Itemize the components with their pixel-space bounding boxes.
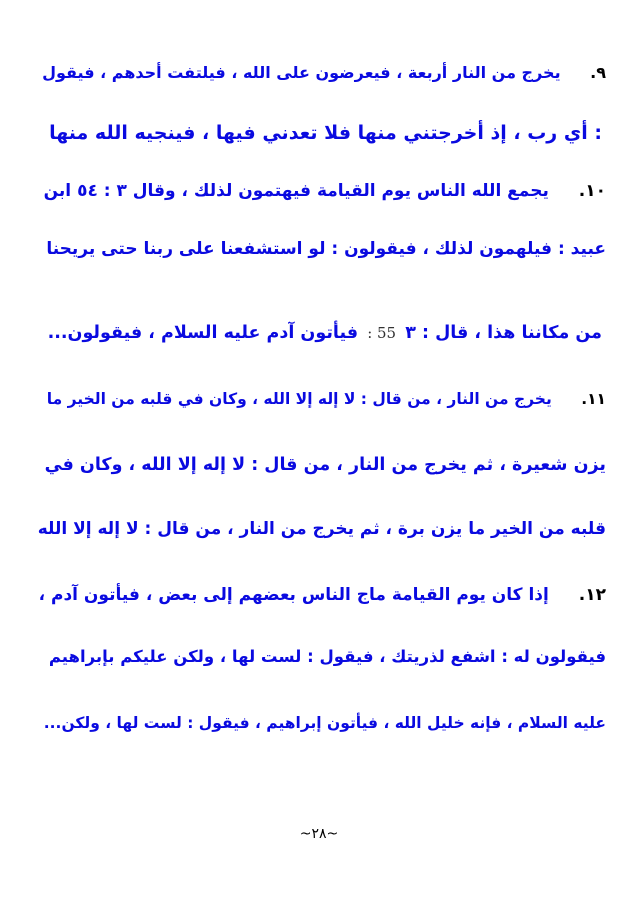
item-number: ١١.	[581, 390, 606, 408]
item-10-line-1	[36, 176, 606, 206]
line-text: فيأتون آدم عليه السلام ، فيقولون...	[47, 323, 359, 343]
line-text: فيقولون له : اشفع لذريتك ، فيقول : لست لها ، ولكن عليكم بإبراهيم	[48, 647, 606, 666]
item-12-line-1	[36, 580, 606, 610]
item-11-line-2	[36, 450, 606, 480]
item-9-line-1	[36, 58, 606, 88]
line-text: إذا كان يوم القيامة ماج الناس بعضهم إلى بعض ، فيأتون آدم ،	[38, 585, 549, 605]
item-number: ١٠.	[578, 181, 606, 201]
page-number: ~٢٨~	[299, 826, 339, 842]
line-text: : أي رب ، إذ أخرجتني منها فلا تعدني فيها ، فينجيه الله منها	[49, 122, 602, 144]
item-12-line-3	[36, 708, 606, 738]
item-10-line-2	[36, 234, 606, 264]
item-11-line-3	[36, 514, 606, 544]
line-text: يخرج من النار ، من قال : لا إله إلا الله ، وكان في قلبه من الخير ما	[46, 390, 552, 408]
item-11-line-1	[36, 384, 606, 414]
item-9-line-2	[36, 118, 602, 148]
line-text: عبيد : فيلهمون لذلك ، فيقولون : لو استشفعنا على ربنا حتى يريحنا	[46, 239, 606, 259]
line-text: يخرج من النار أربعة ، فيعرضون على الله ، فيلتفت أحدهم ، فيقول	[42, 63, 561, 82]
line-text: يجمع الله الناس يوم القيامة فيهتمون لذلك ، وقال ٣ : ٥٤ ابن	[43, 181, 549, 201]
line-text: عليه السلام ، فإنه خليل الله ، فيأتون إبراهيم ، فيقول : لست لها ، ولكن...	[43, 714, 606, 732]
item-10-line-3	[36, 318, 602, 348]
line-text: من مكاننا هذا ، قال : ٣	[405, 323, 602, 343]
line-text: قلبه من الخير ما يزن برة ، ثم يخرج من النار ، من قال : لا إله إلا الله	[37, 519, 606, 539]
inline-number: 55 :	[367, 324, 397, 342]
item-number: ٩.	[590, 63, 606, 82]
item-number: ١٢.	[578, 585, 606, 605]
line-text: يزن شعيرة ، ثم يخرج من النار ، من قال : لا إله إلا الله ، وكان في	[44, 455, 606, 475]
item-12-line-2	[36, 642, 606, 672]
